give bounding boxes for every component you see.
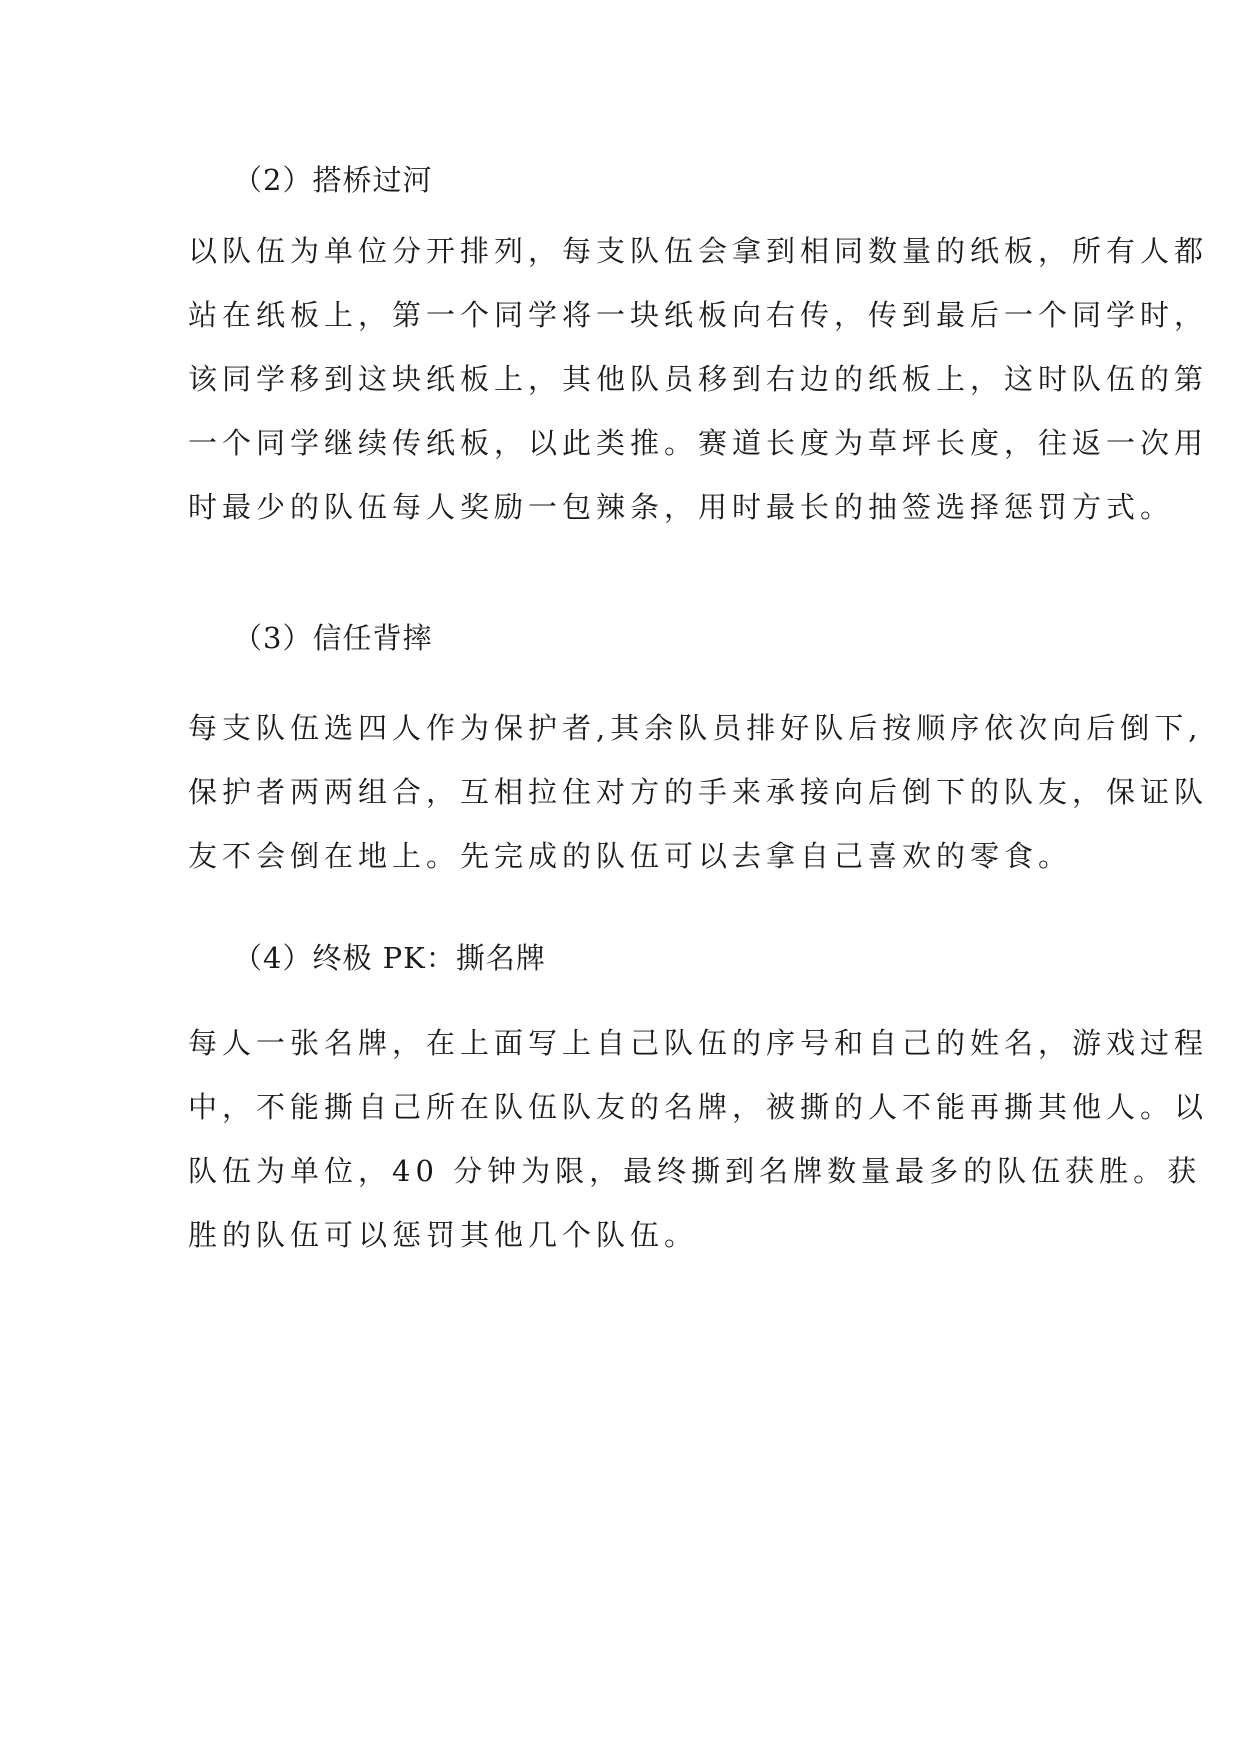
text-line: 一个同学继续传纸板，以此类推。赛道长度为草坪长度，往返一次用 — [188, 426, 1209, 460]
text-line: 以队伍为单位分开排列，每支队伍会拿到相同数量的纸板，所有人都 — [188, 234, 1209, 268]
text-line: 站在纸板上，第一个同学将一块纸板向右传，传到最后一个同学时， — [188, 298, 1209, 332]
text-line: 队伍为单位，40 分钟为限，最终撕到名牌数量最多的队伍获胜。获 — [188, 1154, 1202, 1188]
section-body-bridge — [188, 219, 1209, 539]
section-heading-name-tag: （4）终极 PK：撕名牌 — [233, 941, 546, 975]
section-body-name-tag — [188, 1011, 1209, 1267]
text-line: 中，不能撕自己所在队伍队友的名牌，被撕的人不能再撕其他人。以 — [188, 1090, 1209, 1124]
text-line: 该同学移到这块纸板上，其他队员移到右边的纸板上，这时队伍的第 — [188, 362, 1209, 396]
section-heading-trust-fall: （3）信任背摔 — [233, 621, 433, 655]
section-body-trust-fall — [188, 696, 1209, 888]
text-line: 每人一张名牌，在上面写上自己队伍的序号和自己的姓名，游戏过程 — [188, 1026, 1209, 1060]
text-line: 每支队伍选四人作为保护者,其余队员排好队后按顺序依次向后倒下, — [188, 711, 1203, 745]
text-line: 友不会倒在地上。先完成的队伍可以去拿自己喜欢的零食。 — [188, 839, 1073, 873]
text-line: 保护者两两组合，互相拉住对方的手来承接向后倒下的队友，保证队 — [188, 775, 1209, 809]
text-line: 胜的队伍可以惩罚其他几个队伍。 — [188, 1218, 699, 1252]
section-heading-bridge: （2）搭桥过河 — [233, 163, 433, 197]
text-line: 时最少的队伍每人奖励一包辣条，用时最长的抽签选择惩罚方式。 — [188, 490, 1175, 524]
